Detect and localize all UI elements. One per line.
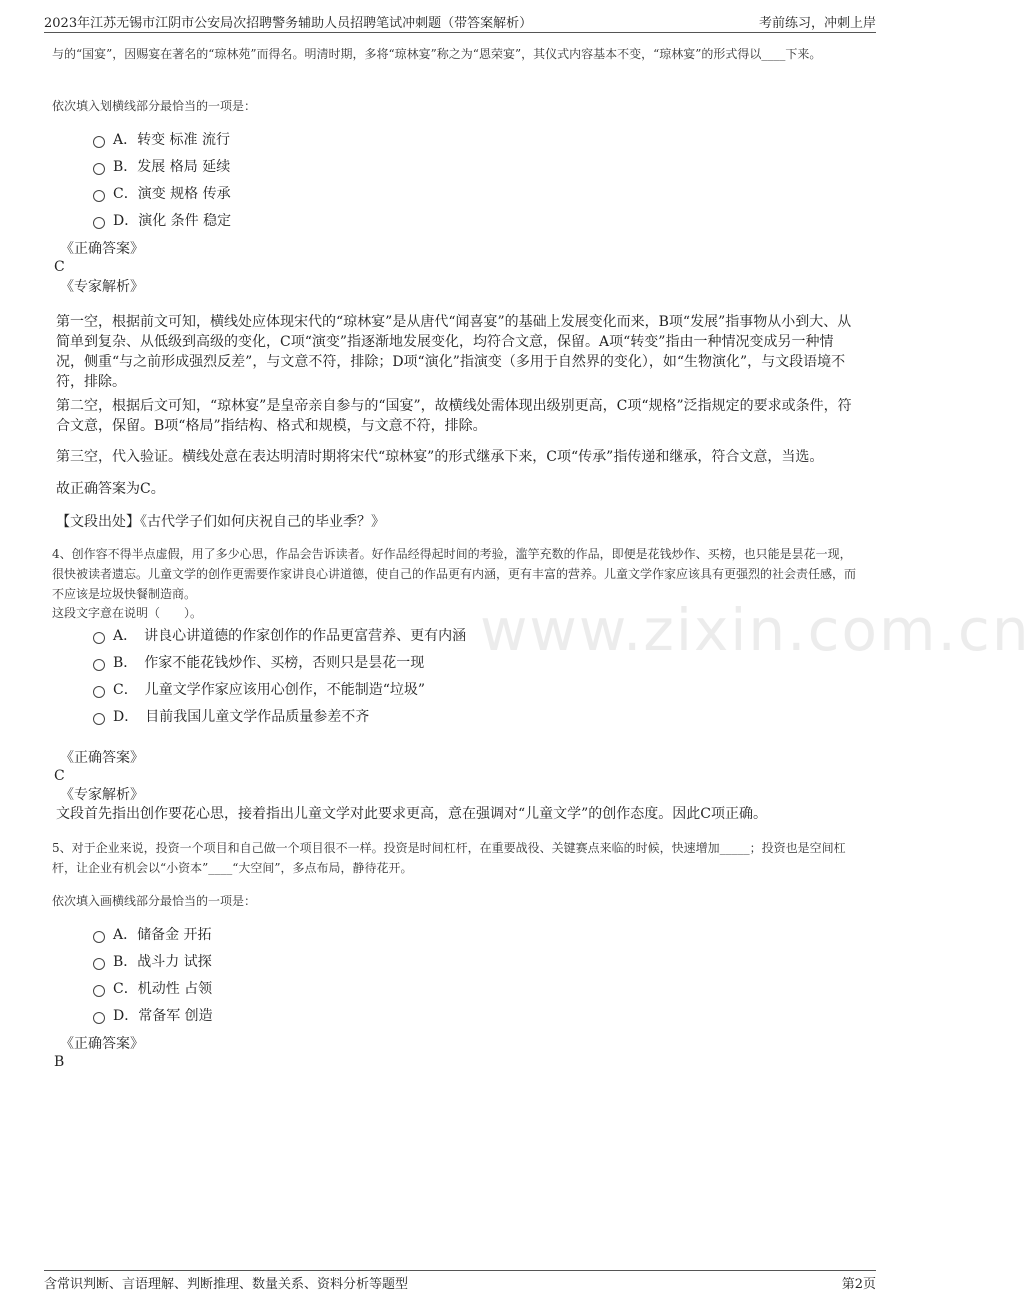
q4-answer-label: 《正确答案》	[60, 750, 144, 766]
q3-option-a[interactable]: A．转变 标准 流行	[93, 130, 230, 150]
radio-icon[interactable]	[93, 659, 105, 671]
q4-stem: 4、创作容不得半点虚假，用了多少心思，作品会告诉读者。好作品经得起时间的考验，滥竽充数的作品，即便是花钱炒作、买榜，也只能是昙花一现，很快被读者遗忘。儿童文学的创作更需要作家讲良心讲道德，使自己的作品更有内涵，更有丰富的营养。儿童文学作家应该具有更强烈的社会责任感，而不应该是垃圾快餐制造商。	[52, 547, 857, 601]
q5-answer-label: 《正确答案》	[60, 1036, 144, 1052]
q3-answer-label: 《正确答案》	[60, 241, 144, 257]
q3-analysis-4: 故正确答案为C。	[56, 481, 165, 497]
q4-option-d[interactable]: D． 目前我国儿童文学作品质量参差不齐	[93, 707, 369, 727]
page-number: 第2页	[841, 1277, 876, 1292]
q3-answer: C	[54, 259, 65, 275]
q5-option-c[interactable]: C．机动性 占领	[93, 979, 212, 999]
q3-option-c[interactable]: C．演变 规格 传承	[93, 184, 231, 204]
q5-option-a[interactable]: A．储备金 开拓	[93, 925, 212, 945]
radio-icon[interactable]	[93, 632, 105, 644]
radio-icon[interactable]	[93, 958, 105, 970]
q5-instruction: 依次填入画横线部分最恰当的一项是：	[52, 894, 257, 908]
q5-stem: 5、对于企业来说，投资一个项目和自己做一个项目很不一样。投资是时间杠杆，在重要战役、关键赛点来临的时候，快速增加_____；投资也是空间杠杆，让企业有机会以“小资本”____“大空间”，多点布局，静待花开。	[52, 841, 846, 875]
footer-topics: 含常识判断、言语理解、判断推理、数量关系、资料分析等题型	[44, 1277, 409, 1292]
q5-answer: B	[54, 1054, 65, 1070]
radio-icon[interactable]	[93, 217, 105, 229]
radio-icon[interactable]	[93, 190, 105, 202]
q3-option-b[interactable]: B．发展 格局 延续	[93, 157, 230, 177]
radio-icon[interactable]	[93, 985, 105, 997]
radio-icon[interactable]	[93, 136, 105, 148]
radio-icon[interactable]	[93, 163, 105, 175]
q4-analysis: 文段首先指出创作要花心思，接着指出儿童文学对此要求更高，意在强调对“儿童文学”的创作态度。因此C项正确。	[56, 806, 768, 822]
q4-analysis-label: 《专家解析》	[60, 787, 144, 803]
q4-answer: C	[54, 768, 65, 784]
q3-option-d[interactable]: D．演化 条件 稳定	[93, 211, 231, 231]
page-header	[44, 10, 876, 33]
q3-analysis-1: 第一空，根据前文可知，横线处应体现宋代的“琼林宴”是从唐代“闻喜宴”的基础上发展变化而来，B项“发展”指事物从小到大、从简单到复杂、从低级到高级的变化，C项“演变”指逐渐地发展变化，均符合文意，保留。A项“转变”指由一种情况变成另一种情况，侧重“与之前形成强烈反差”，与文意不符，排除；D项“演化”指演变（多用于自然界的变化），如“生物演化”，与文段语境不符，排除。	[56, 314, 852, 390]
header-slogan: 考前练习，冲刺上岸	[758, 16, 876, 31]
document-title: 2023年江苏无锡市江阴市公安局次招聘警务辅助人员招聘笔试冲刺题（带答案解析）	[44, 16, 533, 31]
q3-analysis-3: 第三空，代入验证。横线处意在表达明清时期将宋代“琼林宴”的形式继承下来，C项“传承”指传递和继承，符合文意，当选。	[56, 449, 824, 465]
q3-source: 【文段出处】《古代学子们如何庆祝自己的毕业季？》	[56, 514, 385, 530]
q4-option-c[interactable]: C． 儿童文学作家应该用心创作，不能制造“垃圾”	[93, 680, 425, 700]
radio-icon[interactable]	[93, 1012, 105, 1024]
page-footer	[44, 1270, 876, 1293]
q5-option-d[interactable]: D．常备军 创造	[93, 1006, 213, 1026]
q4-instruction: 这段文字意在说明（ ）。	[52, 606, 203, 620]
q3-analysis-2: 第二空，根据后文可知，“琼林宴”是皇帝亲自参与的“国宴”，故横线处需体现出级别更高，C项“规格”泛指规定的要求或条件，符合文意，保留。B项“格局”指结构、格式和规模，与文意不符，排除。	[56, 398, 852, 434]
q5-option-b[interactable]: B．战斗力 试探	[93, 952, 212, 972]
watermark: www.zixin.com.cn	[480, 596, 1031, 664]
q3-analysis-label: 《专家解析》	[60, 279, 144, 295]
radio-icon[interactable]	[93, 713, 105, 725]
radio-icon[interactable]	[93, 931, 105, 943]
q3-stem: 与的“国宴”，因赐宴在著名的“琼林苑”而得名。明清时期，多将“琼林宴”称之为“恩荣宴”，其仪式内容基本不变，“琼林宴”的形式得以____下来。	[52, 47, 822, 61]
q4-option-a[interactable]: A． 讲良心讲道德的作家创作的作品更富营养、更有内涵	[93, 626, 466, 646]
q4-option-b[interactable]: B． 作家不能花钱炒作、买榜，否则只是昙花一现	[93, 653, 424, 673]
q3-instruction: 依次填入划横线部分最恰当的一项是：	[52, 99, 257, 113]
radio-icon[interactable]	[93, 686, 105, 698]
